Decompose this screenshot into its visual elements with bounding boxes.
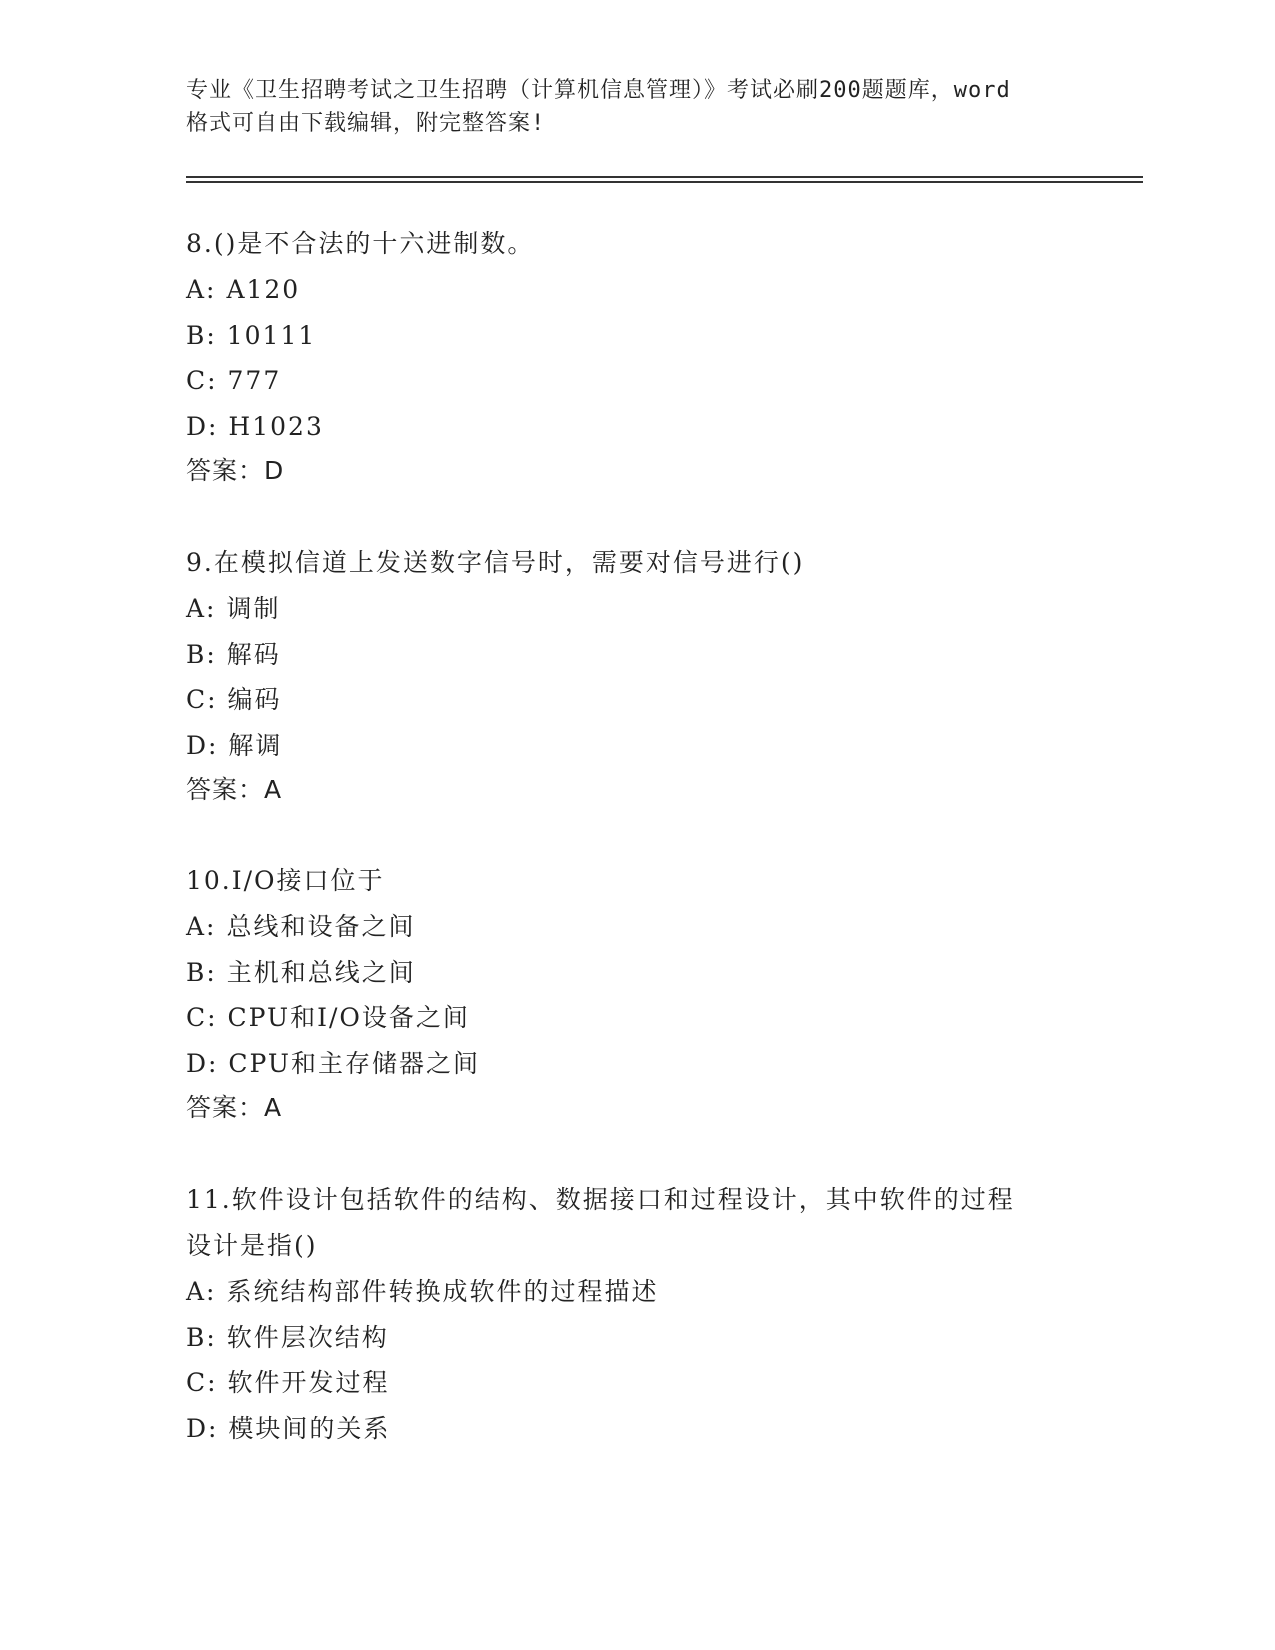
answer: 答案：A [186,775,283,804]
option-b [186,950,1086,996]
option-key: C: [186,685,218,714]
option-text: A120 [226,275,301,304]
option-c [186,1360,1086,1406]
option-text: 系统结构部件转换成软件的过程描述 [226,1277,659,1306]
answer: 答案：A [186,1093,283,1122]
question-10 [186,858,1086,1130]
option-text: 主机和总线之间 [226,957,416,987]
option-text: 软件开发过程 [227,1368,390,1397]
option-text: 总线和设备之间 [226,912,416,941]
option-b [186,313,1086,359]
option-text: H1023 [228,411,324,441]
option-key: D: [186,411,219,441]
option-d [186,1406,1086,1452]
header-line-1: 专业《卫生招聘考试之卫生招聘（计算机信息管理）》考试必刷200题题库，word [186,78,1011,103]
option-key: C: [186,1368,218,1397]
option-text: 解调 [228,730,283,760]
option-c [186,677,1086,723]
answer: 答案：D [186,456,285,485]
option-b [186,632,1086,678]
header-line-2: 格式可自由下载编辑，附完整答案! [186,111,546,136]
question-8 [186,221,1086,493]
question-11 [186,1177,1086,1451]
option-c [186,995,1086,1041]
option-key: B: [186,639,217,669]
option-key: C: [186,1003,218,1032]
option-key: B: [186,1322,217,1352]
document-header [186,74,1086,140]
header-divider-bottom [186,181,1143,183]
option-key: A: [186,594,217,623]
option-d [186,404,1086,450]
question-stem: 9.在模拟信道上发送数字信号时，需要对信号进行() [186,548,805,577]
question-9 [186,540,1086,812]
option-key: D: [186,1413,219,1443]
option-key: A: [186,275,217,304]
question-stem: 10.I/O接口位于 [186,866,385,895]
option-d [186,723,1086,769]
option-key: B: [186,957,217,987]
option-text: 软件层次结构 [226,1322,389,1352]
question-stem: 8.()是不合法的十六进制数。 [186,229,535,258]
option-key: A: [186,912,217,941]
option-a [186,904,1086,950]
option-text: 10111 [226,320,317,350]
question-stem-line-1: 11.软件设计包括软件的结构、数据接口和过程设计，其中软件的过程 [186,1185,1015,1214]
question-stem-line-2: 设计是指() [186,1231,318,1260]
option-key: D: [186,730,219,760]
option-a [186,1269,1086,1315]
option-d [186,1041,1086,1087]
option-key: D: [186,1048,219,1078]
option-a [186,267,1086,313]
option-text: 解码 [226,639,281,669]
option-text: 模块间的关系 [228,1413,391,1443]
option-text: 调制 [226,594,281,623]
option-text: CPU和I/O设备之间 [227,1003,470,1032]
option-a [186,586,1086,632]
header-divider-top [186,176,1143,178]
option-key: C: [186,366,218,395]
option-key: A: [186,1277,217,1306]
option-text: 编码 [227,685,282,714]
option-c [186,358,1086,404]
option-key: B: [186,320,217,350]
option-text: CPU和主存储器之间 [228,1048,481,1078]
option-b [186,1315,1086,1361]
option-text: 777 [227,366,282,395]
